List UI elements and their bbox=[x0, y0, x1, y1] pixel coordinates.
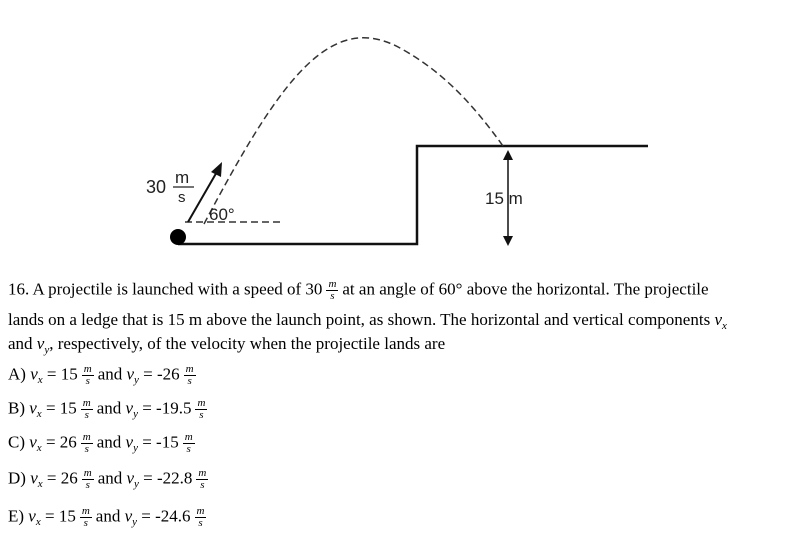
v-symbol: v bbox=[30, 364, 38, 384]
x-subscript: x bbox=[36, 442, 42, 455]
unit-fraction: $\frac{m}{s}$ bbox=[82, 431, 91, 455]
unit-fraction: $\frac{m}{s}$ bbox=[185, 363, 194, 387]
vx-value: = 15 bbox=[41, 398, 77, 418]
option-letter: B) bbox=[8, 398, 30, 418]
v-symbol: v bbox=[125, 398, 134, 418]
and-word: and bbox=[96, 398, 126, 418]
y-subscript: y bbox=[134, 374, 139, 387]
v-symbol: v bbox=[125, 432, 134, 452]
height-arrow-top bbox=[503, 150, 513, 160]
angle-label: 60° bbox=[209, 205, 235, 224]
vy-value: = -22.8 bbox=[138, 468, 193, 488]
unit-fraction: $\frac{m}{s}$ bbox=[81, 505, 90, 529]
unit-fraction: $\frac{m}{s}$ bbox=[184, 431, 193, 455]
option-letter: C) bbox=[8, 432, 30, 452]
v-symbol: v bbox=[28, 506, 36, 526]
y-subscript: y bbox=[132, 516, 138, 529]
height-arrow-bottom bbox=[503, 236, 513, 246]
y-subscript: y bbox=[134, 478, 139, 491]
option-letter: D) bbox=[8, 468, 31, 488]
vy-value: = -24.6 bbox=[137, 506, 191, 526]
projectile-ball bbox=[170, 229, 186, 245]
answer-option[interactable] bbox=[8, 398, 211, 421]
option-letter: E) bbox=[8, 506, 29, 526]
answer-option[interactable] bbox=[8, 468, 212, 491]
y-subscript: y bbox=[133, 442, 138, 455]
speed-value-label: 30 bbox=[146, 177, 167, 197]
question-text-a: 16. A projectile is launched with a speed of 30 bbox=[8, 279, 323, 299]
vx-value: = 26 bbox=[41, 432, 77, 452]
vy-value: = -19.5 bbox=[137, 398, 192, 418]
answer-option[interactable] bbox=[8, 506, 210, 529]
x-subscript: x bbox=[37, 478, 43, 491]
and-word: and bbox=[95, 506, 125, 526]
v-symbol: v bbox=[29, 432, 37, 452]
v-symbol: v bbox=[30, 468, 38, 488]
vx-value: = 15 bbox=[40, 506, 76, 526]
speed-unit-fraction: $\frac{m}{s}$ bbox=[328, 278, 337, 302]
vx-value: = 15 bbox=[42, 364, 78, 384]
question-line-2: lands on a ledge that is 15 m above the launch point, as shown. The horizontal and vertical components $v_x$ bbox=[8, 310, 727, 332]
height-label: 15 m bbox=[485, 189, 523, 208]
x-subscript: x bbox=[37, 374, 43, 387]
velocity-arrow-head bbox=[211, 162, 222, 177]
unit-fraction: $\frac{m}{s}$ bbox=[83, 363, 92, 387]
v-symbol: v bbox=[124, 506, 133, 526]
question-text-c: lands on a ledge that is 15 m above the launch point, as shown. The horizontal and vertical components bbox=[8, 310, 711, 329]
option-letter: A) bbox=[8, 364, 31, 384]
and-word: and bbox=[97, 468, 127, 488]
v-symbol: v bbox=[126, 468, 135, 488]
question-line-1 bbox=[8, 279, 709, 302]
speed-unit-num: m bbox=[175, 168, 190, 187]
ground-and-ledge-line bbox=[178, 146, 648, 244]
v-symbol: v bbox=[126, 364, 135, 384]
unit-fraction: $\frac{m}{s}$ bbox=[82, 397, 91, 421]
speed-unit-den: s bbox=[178, 189, 186, 206]
y-subscript: y bbox=[133, 408, 138, 421]
x-subscript: x bbox=[35, 516, 41, 529]
v-symbol: v bbox=[29, 398, 37, 418]
and-word: and bbox=[97, 364, 127, 384]
vy-value: = -15 bbox=[137, 432, 179, 452]
question-line-3: and $v_y$, respectively, of the velocity when the projectile lands are bbox=[8, 334, 446, 356]
vx-value: = 26 bbox=[42, 468, 78, 488]
vy-value: = -26 bbox=[138, 364, 180, 384]
and-word: and bbox=[96, 432, 126, 452]
projectile-diagram bbox=[0, 0, 807, 260]
unit-fraction: $\frac{m}{s}$ bbox=[196, 505, 205, 529]
unit-fraction: $\frac{m}{s}$ bbox=[197, 397, 206, 421]
question-text-b: at an angle of 60° above the horizontal. The projectile bbox=[342, 279, 709, 299]
unit-fraction: $\frac{m}{s}$ bbox=[198, 467, 207, 491]
answer-option[interactable] bbox=[8, 432, 199, 455]
answer-option[interactable] bbox=[8, 364, 200, 387]
x-subscript: x bbox=[36, 408, 42, 421]
unit-fraction: $\frac{m}{s}$ bbox=[83, 467, 92, 491]
trajectory-path bbox=[204, 38, 503, 224]
